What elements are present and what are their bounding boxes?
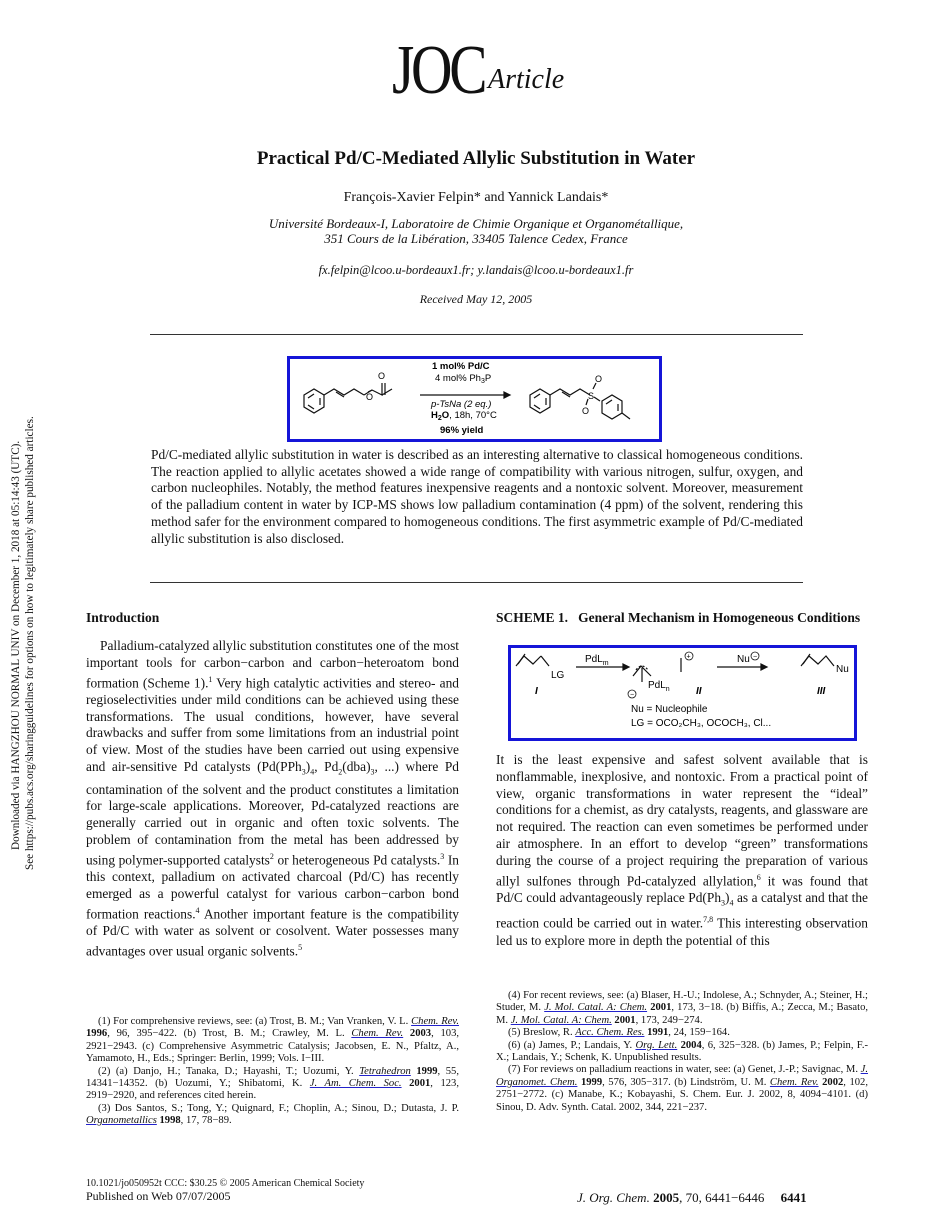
authors: François-Xavier Felpin* and Yannick Landais* [343,190,609,205]
scheme-title: General Mechanism in Homogeneous Conditions [578,610,861,625]
footnote-3: (3) Dos Santos, S.; Tong, Y.; Quignard, F.; Choplin, A.; Sinou, D.; Dutasta, J. P. Organometallics 1998, 17, 78−89. [86,1102,459,1127]
ref-link[interactable]: J. Am. Chem. Soc. [309,1078,402,1090]
scheme-caption [496,610,864,626]
logo-joc: JOC [392,32,485,109]
reaction-scheme-graphic [290,359,659,439]
ref-link[interactable]: J. Organomet. Chem. [496,1064,868,1088]
bottom-rule [150,582,803,583]
logo-article: Article [488,64,565,95]
intro-paragraph: Palladium-catalyzed allylic substitution constitutes one of the most important tools for carbon−carbon and carbon−heteroatom bond formation (Scheme 1).$^1$ Very high catalytic activities and stereo- and regioselectivities under mild conditions can be achieved using these transformations. The usual conditions, however, have several drawbacks and suffer from some limitations from an industrial point of view. Most of the studies have been carried out using expensive and air-sensitive Pd catalysts ($Pd(PPh_3)_4$, $Pd_2(dba)_3$, ...) where Pd contamination of the solvent and the product constitutes a limitation for large-scale applications. Moreover, Pd-catalyzed reactions are generally carried out in organic and often toxic solvents. The problem of contamination from the metal has been addressed by using polymer-supported catalysts$^2$ or heterogeneous Pd catalysts.$^3$ In this context, palladium on activated charcoal (Pd/C) has recently emerged as a powerful catalyst for various carbon−carbon bond formation reactions.$^4$ Another important feature is the compatibility of Pd/C with water as solvent or cosolvent. Water possesses many advantages over usual organic solvents.$^5$ [86,638,459,959]
ref-link[interactable]: Tetrahedron [359,1065,411,1077]
note-negative-charge: − [630,691,635,699]
sulfonyl-oxygen-1: O [595,374,603,384]
reaction-yield: 96% yield [440,425,484,436]
ref-link[interactable]: J. Mol. Catal. A: Chem. [510,1014,612,1026]
positive-charge: + [686,653,691,661]
benzene-ring-left [304,389,324,413]
label-I: I [535,686,538,697]
affiliation-line-2: 351 Cours de la Libération, 33405 Talence Cedex, France [324,231,628,246]
footnote-1: (1) For comprehensive reviews, see: (a) Trost, B. M.; Van Vranken, V. L. Chem. Rev. 1996, 96, 395−422. (b) Trost, B. M.; Crawley, M. L. Chem. Rev. 2003, 103, 2921−2943. (c) Comprehensive Asymmetric Catalysis; Jacobsen, E. N., Pfaltz, A., Yamamoto, H., Eds.; Springer: Berlin, 1999; Vols. I−III. [86,1016,460,1065]
affiliation [0,216,952,246]
ref-link[interactable]: Org. Lett. [635,1039,678,1051]
condition-solvent: $H_2O$, 18h, 70°C [431,410,497,422]
ref-link[interactable]: Chem. Rev. [351,1028,404,1040]
scheme-nu-product: Nu [836,664,849,675]
sulfur-label: S [588,391,595,401]
scheme-lg: LG [551,670,565,681]
author-emails[interactable]: fx.felpin@lcoo.u-bordeaux1.fr; y.landais@lcoo.u-bordeaux1.fr [318,263,634,277]
ref-link[interactable]: Acc. Chem. Res. [575,1027,645,1039]
doi-line: 10.1021/jo050952t CCC: $30.25 © 2005 American Chemical Society [86,1178,365,1189]
footnotes-left [86,1016,459,1128]
footnote-5: (5) Breslow, R. Acc. Chem. Res. 1991, 24, 159−164. [508,1027,730,1039]
footnote-4: (4) For recent reviews, see: (a) Blaser, H.-U.; Indolese, A.; Schnyder, A.; Steiner, H.; Studer, M. J. Mol. Catal. A: Chem. 2001, 173, 3−18. (b) Biffis, A.; Zecca, M.; Basato, M. J. Mol. Catal. A: Chem. 2001, 173, 249−274. [496,990,869,1026]
published-line: Published on Web 07/07/2005 [86,1189,231,1203]
received-date: Received May 12, 2005 [419,292,533,306]
nu-negative-charge: − [753,653,758,661]
ref-link[interactable]: Chem. Rev. [769,1076,819,1088]
condition-reagent: p-TsNa (2 eq.) [431,399,492,410]
footnote-6: (6) (a) James, P.; Landais, Y. Org. Lett. 2004, 6, 325−328. (b) James, P.; Felpin, F.-X.; Landais, Y.; Schenk, K. Unpublished results. [496,1039,868,1064]
oxygen-ester-label: O [366,392,374,402]
download-notice-line-1: Downloaded via HANGZHOU NORMAL UNIV on December 1, 2018 at 05:14:43 (UTC). [10,440,22,850]
scheme-nu-reagent: Nu [737,654,750,665]
abstract: Pd/C-mediated allylic substitution in water is described as an interesting alternative to classical homogeneous conditions. The reaction applied to allylic acetates showed a wide range of compatibility with various nitrogen, sulfur, oxygen, and carbon nucleophiles. Notably, the method features inexpensive reagents and a nontoxic solvent. Moreover, measurement of the palladium content in water by ICP-MS shows low palladium contamination (4 ppm) of the solvent, rendering this method safer for the environment compared to homogeneous conditions. The first asymmetric example of Pd/C-mediated allylic substitution is also disclosed. [151,447,803,546]
journal-year: 2005 [653,1190,680,1205]
journal-logo [392,32,565,109]
right-column-paragraph: It is the least expensive and safest solvent available that is nonflammable, inexplosive, and nontoxic. From a practical point of view, organic transformations in water represent the “ideal” conditions for a chemist, as dry catalysts, reagents, and glassware are not required. The reaction can even sometimes be performed under air atmosphere. In an effort to develop “green” transformations during the course of a project requiring the preparation of various allyl sulfones through Pd-catalyzed allylation,$^6$ it was found that Pd/C could advantageously replace $Pd(Ph_3)_4$ as a catalyst and that the reaction could be carried out in water.$^{7,8}$ This interesting observation led us to explore more in depth the potential of this [496,752,868,948]
page-number: 6441 [780,1190,807,1205]
label-III: III [817,686,826,697]
affiliation-line-1: Université Bordeaux-I, Laboratoire de Chimie Organique et Organométallique, [268,216,684,231]
download-notice [6,350,40,870]
oxygen-carbonyl-label: O [378,371,386,381]
paper-title: Practical Pd/C-Mediated Allylic Substitution in Water [256,148,696,169]
scheme-label: SCHEME 1. [496,610,569,625]
top-rule [150,334,803,335]
condition-ligand: 4 mol% $Ph_3P$ [435,373,492,385]
scheme-reagent-pdlm: PdL$_m$ [585,654,609,667]
footer-left [86,1178,364,1202]
mechanism-graphic [511,648,854,738]
journal-volume-pages: , 70, 6441−6446 [679,1190,765,1205]
scheme-1-figure [508,645,857,741]
footnotes-right [496,990,868,1114]
definition-leaving-group: LG = OCO₂CH₃, OCOCH₃, Cl... [631,718,772,729]
definition-nucleophile: Nu = Nucleophile [631,704,708,715]
footer-citation [577,1190,807,1206]
graphical-abstract [287,356,662,442]
download-notice-line-2[interactable]: See https://pubs.acs.org/sharingguidelines for options on how to legitimately share published articles. [24,416,36,870]
ref-link[interactable]: J. Mol. Catal. A: Chem. [544,1002,648,1014]
ref-link[interactable]: Organometallics [86,1115,157,1127]
scheme-pdln: PdL$_n$ [648,680,670,693]
journal-name: J. Org. Chem. [577,1190,650,1205]
footnote-7: (7) For reviews on palladium reactions in water, see: (a) Genet, J.-P.; Savignac, M. J. Organomet. Chem. 1999, 576, 305−317. (b) Lindström, U. M. Chem. Rev. 2002, 102, 2751−2772. (c) Manabe, K.; Kobayashi, S. Chem. Eur. J. 2002, 8, 4094−4101. (d) Sinou, D. Adv. Synth. Catal. 2002, 344, 221−237. [496,1064,868,1113]
footnote-2: (2) (a) Danjo, H.; Tanaka, D.; Hayashi, T.; Uozumi, Y. Tetrahedron 1999, 55, 14341−14352. (b) Uozumi, Y.; Shibatomi, K. J. Am. Chem. Soc. 2001, 123, 2919−2920, and references cited herein. [86,1065,459,1102]
label-II: II [696,686,702,697]
section-heading-introduction: Introduction [86,610,160,625]
sulfonyl-oxygen-2: O [582,406,590,416]
condition-catalyst: 1 mol% Pd/C [432,361,490,372]
ref-link[interactable]: Chem. Rev. [411,1016,459,1027]
